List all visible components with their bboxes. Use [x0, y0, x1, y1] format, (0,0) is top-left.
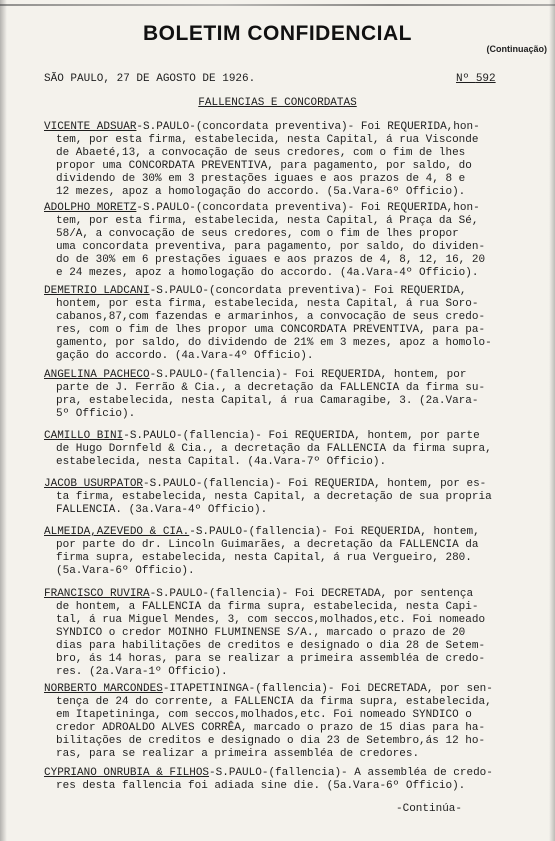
- notice-line: [44, 241, 485, 254]
- notice-text: tença de 24 do corrente, a FALLENCIA da firma supra, estabelecida,: [56, 696, 492, 708]
- notice-text: pra, estabelecida, nesta Capital, á rua Camaragibe, 3. (2a.Vara-: [56, 395, 479, 407]
- notice-text: tal, á rua Miguel Mendes, 3, com seccos,molhados,etc. Foi nomeado: [56, 614, 486, 626]
- notice-entry: [44, 683, 493, 761]
- notice-text: tem, por esta firma, estabelecida, nesta Capital, á rua Visconde: [56, 134, 479, 146]
- notice-firm-name: FRANCISCO RUVIRA: [44, 588, 150, 600]
- notice-text: -S.PAULO-(concordata preventiva)- Foi REQUERIDA,: [149, 285, 467, 297]
- notice-text: -S.PAULO-(fallencia)- Foi REQUERIDA, hontem, por: [149, 369, 467, 381]
- notice-entry: [44, 285, 492, 363]
- notice-firm-name: ALMEIDA,AZEVEDO & CIA.: [44, 526, 190, 538]
- notice-line: [44, 298, 492, 311]
- notice-line: [44, 147, 480, 160]
- notice-line: [44, 202, 485, 215]
- notice-line: [44, 337, 492, 350]
- bulletin-number-value: 592: [475, 73, 496, 85]
- notice-text: -S.PAULO-(concordata preventiva)- Foi REQUERIDA,hon-: [136, 121, 480, 133]
- notice-line: [44, 478, 492, 491]
- notice-line: [44, 443, 492, 456]
- notice-line: [44, 215, 485, 228]
- dateline: SÃO PAULO, 27 DE AGOSTO DE 1926.: [44, 73, 256, 85]
- notice-line: [44, 267, 485, 280]
- notice-text: de Abaeté,13, a convocação de seus credores, com o fim de lhes: [56, 147, 466, 159]
- notice-entry: [44, 369, 485, 421]
- notice-firm-name: ANGELINA PACHECO: [44, 369, 150, 381]
- notice-line: [44, 748, 493, 761]
- notice-firm-name: ADOLPHO MORETZ: [44, 202, 137, 214]
- bulletin-number: [456, 73, 496, 86]
- notice-text: em Itapetininga, com seccos,molhados,etc. Foi nomeado SYNDICO o: [56, 709, 472, 721]
- notice-line: [44, 228, 485, 241]
- notice-line: [44, 173, 480, 186]
- notice-line: [44, 311, 492, 324]
- notice-text: dias para habilitações de creditos e designado o dia 28 de Setem-: [56, 640, 486, 652]
- notice-text: propor uma CONCORDATA PREVENTIVA, para pagamento, por saldo, do: [56, 160, 472, 172]
- notice-line: [44, 121, 480, 134]
- notice-line: [44, 382, 485, 395]
- notice-text: gamento, por saldo, do dividendo de 21% em 3 mezes, apoz a homolo-: [56, 337, 492, 349]
- notice-firm-name: VICENTE ADSUAR: [44, 121, 137, 133]
- notice-line: [44, 285, 492, 298]
- notice-text: ras, para se realizar a primeira assembléa de credores.: [56, 748, 420, 760]
- notice-text: firma supra, estabelecida, nesta Capital, á rua Vergueiro, 280.: [56, 552, 472, 564]
- right-edge-shadow: [549, 0, 555, 841]
- notice-line: [44, 666, 485, 679]
- notice-text: dividendo de 30% em 3 prestações iguaes e aos prazos de 4, 8 e: [56, 173, 466, 185]
- notice-text: -S.PAULO-(fallencia)- Foi DECRETADA, por sentença: [149, 588, 474, 600]
- notice-text: 12 mezes, apoz a homologação do accordo. (5a.Vara-6º Officio).: [56, 186, 466, 198]
- bulletin-number-prefix: Nº: [456, 73, 476, 85]
- notice-line: [44, 430, 492, 443]
- notice-text: credor ADROALDO ALVES CORRÊA, marcado o prazo de 15 dias para ha-: [56, 722, 486, 734]
- notice-line: [44, 186, 480, 199]
- notice-firm-name: NORBERTO MARCONDES: [44, 683, 163, 695]
- notice-line: [44, 491, 492, 504]
- notice-line: [44, 696, 493, 709]
- notice-text: gação do accordo. (4a.Vara-4º Officio).: [56, 350, 314, 362]
- notice-line: [44, 627, 485, 640]
- notice-line: [44, 526, 480, 539]
- notice-line: [44, 588, 485, 601]
- notice-firm-name: CAMILLO BINI: [44, 430, 124, 442]
- notice-line: [44, 324, 492, 337]
- notice-firm-name: DEMETRIO LADCANI: [44, 285, 150, 297]
- notice-line: [44, 601, 485, 614]
- notice-line: [44, 134, 480, 147]
- notice-line: [44, 539, 480, 552]
- notice-entry: [44, 588, 485, 679]
- notice-text: -ITAPETININGA-(fallencia)- Foi DECRETADA, por sen-: [162, 683, 493, 695]
- notice-line: [44, 350, 492, 363]
- bulletin-title: BOLETIM CONFIDENCIAL: [143, 22, 412, 45]
- notice-line: [44, 767, 493, 780]
- notice-line: [44, 640, 485, 653]
- notice-text: ta firma, estabelecida, nesta Capital, a decretação de sua propria: [56, 491, 492, 503]
- notice-line: [44, 565, 480, 578]
- notice-entry: [44, 767, 493, 793]
- notice-line: [44, 254, 485, 267]
- notice-text: (5a.Vara-6º Officio).: [56, 565, 195, 577]
- notice-line: [44, 552, 480, 565]
- notice-line: [44, 722, 493, 735]
- notice-line: [44, 735, 493, 748]
- section-heading: [0, 97, 555, 110]
- notice-text: estabelecida, nesta Capital. (4a.Vara-7º Officio).: [56, 456, 387, 468]
- notice-text: -S.PAULO-(fallencia)- A assembléa de credo-: [209, 767, 493, 779]
- notice-text: de hontem, a FALLENCIA da firma supra, estabelecida, nesta Capi-: [56, 601, 479, 613]
- notice-firm-name: CYPRIANO ONRUBIA & FILHOS: [44, 767, 210, 779]
- notice-text: -S.PAULO-(fallencia)- Foi REQUERIDA, hontem, por parte: [123, 430, 480, 442]
- notice-line: [44, 456, 492, 469]
- notice-text: res, com o fim de lhes propor uma CONCORDATA PREVENTIVA, para pa-: [56, 324, 486, 336]
- notice-line: [44, 614, 485, 627]
- notice-text: -S.PAULO-(fallencia)- Foi REQUERIDA, hontem,: [189, 526, 480, 538]
- section-heading-text: FALLENCIAS E CONCORDATAS: [198, 97, 357, 109]
- notice-line: [44, 504, 492, 517]
- top-border-line: [0, 4, 555, 6]
- notice-text: -S.PAULO-(fallencia)- Foi REQUERIDA, hontem, por es-: [143, 478, 487, 490]
- continua-note: -Continúa-: [396, 803, 463, 815]
- notice-entry: [44, 478, 492, 517]
- notice-entry: [44, 202, 485, 280]
- notice-text: parte de J. Ferrão & Cia., a decretação da FALLENCIA da firma su-: [56, 382, 486, 394]
- notice-entry: [44, 526, 480, 578]
- notice-line: [44, 683, 493, 696]
- notice-text: 5º Officio).: [56, 408, 136, 420]
- notice-text: e 24 mezes, apoz a homologação do accordo. (4a.Vara-4º Officio).: [56, 267, 479, 279]
- notice-text: FALLENCIA. (3a.Vara-4º Officio).: [56, 504, 268, 516]
- notice-text: res desta fallencia foi adiada sine die. (5a.Vara-6º Officio).: [56, 780, 466, 792]
- notice-text: 58/A, a convocação de seus credores, com o fim de lhes propor: [56, 228, 459, 240]
- notice-text: por parte do dr. Lincoln Guimarães, a decretação da FALLENCIA da: [56, 539, 479, 551]
- notice-line: [44, 160, 480, 173]
- notice-line: [44, 395, 485, 408]
- left-edge-shadow: [0, 0, 7, 841]
- notice-line: [44, 653, 485, 666]
- notice-line: [44, 709, 493, 722]
- notice-line: [44, 780, 493, 793]
- notice-line: [44, 369, 485, 382]
- notice-line: [44, 408, 485, 421]
- notice-text: do de 30% em 6 prestações iguaes e aos prazos de 4, 8, 12, 16, 20: [56, 254, 486, 266]
- notice-text: cabanos,87,com fazendas e armarinhos, a convocação de seus credo-: [56, 311, 486, 323]
- notice-text: hontem, por esta firma, estabelecida, nesta Capital, á rua Soro-: [56, 298, 479, 310]
- notice-text: SYNDICO o credor MOINHO FLUMINENSE S/A., marcado o prazo de 20: [56, 627, 466, 639]
- notice-entry: [44, 430, 492, 469]
- notice-text: bilitações de creditos e designado o dia 23 de Setembro,ás 12 ho-: [56, 735, 486, 747]
- notice-entry: [44, 121, 480, 199]
- notice-text: de Hugo Dornfeld & Cia., a decretação da FALLENCIA da firma supra,: [56, 443, 492, 455]
- notice-firm-name: JACOB USURPATOR: [44, 478, 144, 490]
- notice-text: uma concordata preventiva, para pagamento, por saldo, do dividen-: [56, 241, 486, 253]
- notice-text: -S.PAULO-(concordata preventiva)- Foi REQUERIDA,hon-: [136, 202, 480, 214]
- notice-text: tem, por esta firma, estabelecida, nesta Capital, á Praça da Sé,: [56, 215, 479, 227]
- continuation-label: (Continuação): [486, 44, 547, 54]
- notice-text: bro, ás 14 horas, para se realizar a primeira assembléa de credo-: [56, 653, 486, 665]
- notice-text: res. (2a.Vara-1º Officio).: [56, 666, 228, 678]
